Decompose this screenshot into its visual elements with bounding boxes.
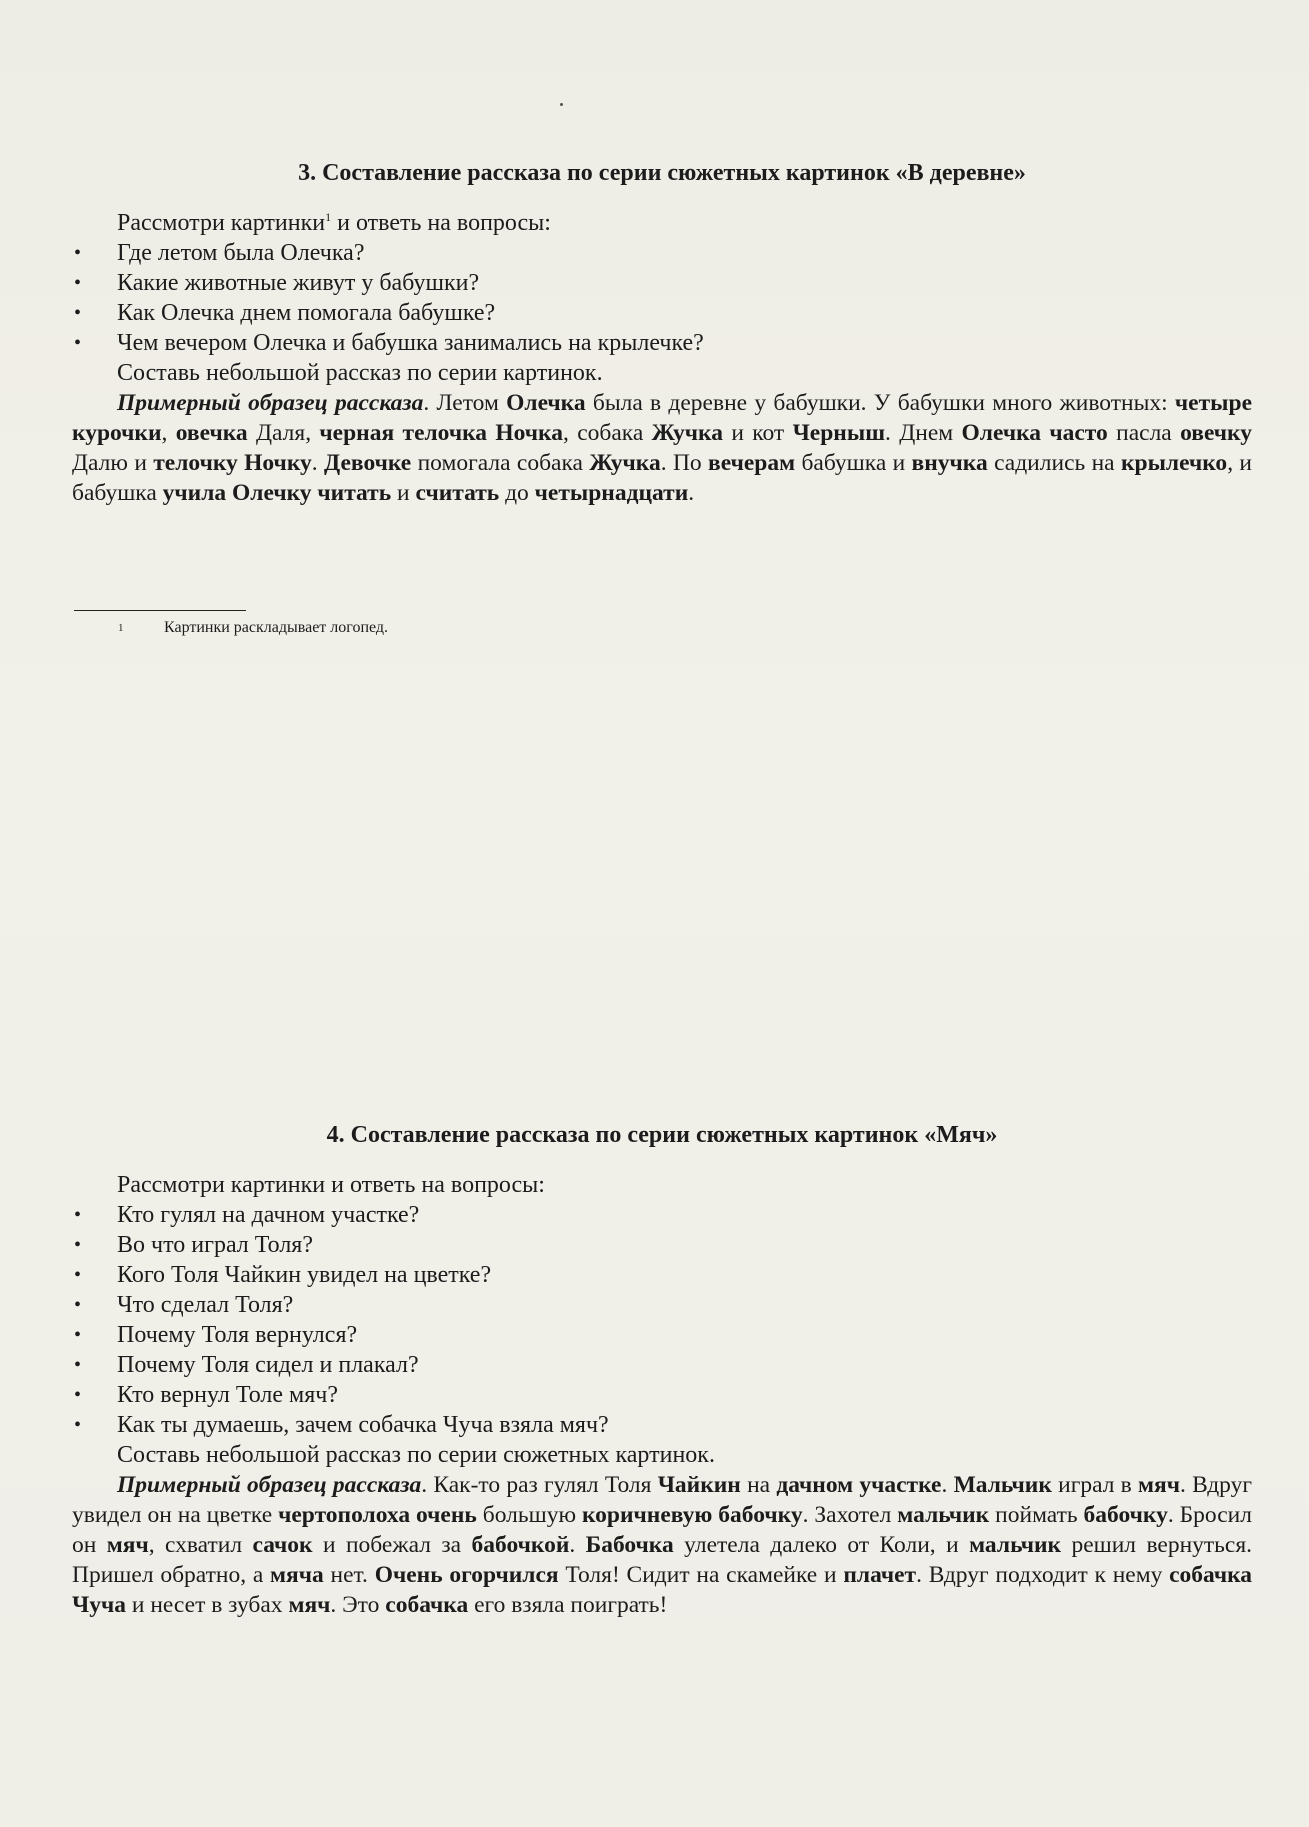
story-text: садились на [987,450,1121,476]
story-text: . Как-то раз гулял Толя [421,1472,658,1498]
story-text: большую [476,1502,582,1528]
bullet-icon: • [74,1414,82,1436]
story-text: Даля, [247,420,320,446]
story-text: . Вдруг подходит к нему [916,1562,1170,1588]
story-lead: Примерный образец рассказа [117,390,424,416]
section-3-story [72,388,1252,508]
question-text: Как ты думаешь, зачем собачка Чуча взяла мяч? [117,1412,609,1438]
story-text: . Это [330,1592,386,1618]
paper-speck [560,103,563,106]
story-bold-text: овечка [175,420,248,446]
list-item [72,268,1252,298]
bullet-icon: • [74,1324,82,1346]
story-text: . [688,480,695,506]
story-bold-text: внучка [911,450,988,476]
list-item [72,1350,1252,1380]
story-text: поймать [989,1502,1084,1528]
story-text: , схватил [148,1532,253,1558]
section-4-story [72,1470,1252,1620]
section-3-intro [72,208,1252,238]
question-text: Где летом была Олечка? [117,240,365,266]
story-bold-text: Бабочка [585,1532,674,1558]
list-item [72,1320,1252,1350]
story-text: . Захотел [802,1502,898,1528]
bullet-icon: • [74,1234,82,1256]
story-bold-text: Жучка [589,450,661,476]
story-bold-text: четырнадцати [534,480,689,506]
bullet-icon: • [74,242,82,264]
story-text: и [391,480,416,506]
section-3-intro-rest: и ответь на вопросы: [331,210,551,236]
story-text: решил вернуться. Пришел обратно, а [72,1532,1253,1588]
story-text: и побежал за [312,1532,472,1558]
question-text: Кого Толя Чайкин увидел на цветке? [117,1262,492,1288]
footnote-divider [74,610,246,611]
story-text: . Вдруг увидел он на цветке [72,1472,1252,1528]
section-3-title: 3. Составление рассказа по серии сюжетных картинок «В деревне» [298,160,1026,186]
bullet-icon: • [74,1294,82,1316]
section-4-task: Составь небольшой рассказ по серии сюжетных картинок. [117,1442,715,1468]
story-text: пасла [1107,420,1181,446]
story-bold-text: считать [415,480,500,506]
bullet-icon: • [74,302,82,324]
question-text: Кто гулял на дачном участке? [117,1202,420,1228]
story-text: на [740,1472,777,1498]
story-text: улетела далеко от Коли, и [673,1532,970,1558]
section-4-intro: Рассмотри картинки и ответь на вопросы: [117,1172,545,1198]
section-3-task: Составь небольшой рассказ по серии картинок. [117,360,603,386]
list-item [72,1410,1252,1440]
story-bold-text: овечку [1180,420,1253,446]
question-text: Во что играл Толя? [117,1232,313,1258]
story-bold-text: Мальчик [953,1472,1052,1498]
section-3 [72,158,1252,508]
section-4-title: 4. Составление рассказа по серии сюжетных картинок «Мяч» [326,1122,998,1148]
story-bold-text: мяч [288,1592,331,1618]
story-text: , собака [562,420,652,446]
story-bold-text: мальчик [969,1532,1062,1558]
question-text: Как Олечка днем помогала бабушке? [117,300,496,326]
story-bold-text: собачка Чуча [72,1562,1253,1618]
bullet-icon: • [74,1264,82,1286]
bullet-icon: • [74,332,82,354]
question-text: Почему Толя вернулся? [117,1322,358,1348]
question-text: Какие животные живут у бабушки? [117,270,480,296]
section-3-intro-text: Рассмотри картинки [117,210,326,236]
story-bold-text: вечерам [708,450,796,476]
list-item [72,298,1252,328]
story-bold-text: Олечка часто [961,420,1108,446]
story-text: . [941,1472,954,1498]
story-text: и кот [723,420,793,446]
question-text: Что сделал Толя? [117,1292,294,1318]
question-text: Кто вернул Толе мяч? [117,1382,338,1408]
story-text: . [569,1532,586,1558]
bullet-icon: • [74,1354,82,1376]
bullet-icon: • [74,272,82,294]
story-bold-text: Очень огорчился [374,1562,559,1588]
list-item [72,1380,1252,1410]
story-text: до [499,480,535,506]
story-bold-text: Девочке [324,450,412,476]
story-bold-text: крылечко [1120,450,1228,476]
section-4-questions [72,1200,1252,1440]
section-3-questions [72,238,1252,358]
story-bold-text: мяч [1138,1472,1180,1498]
list-item [72,1200,1252,1230]
question-text: Чем вечером Олечка и бабушка занимались на крылечке? [117,330,704,356]
story-text: , [161,420,176,446]
story-text: его взяла поиграть! [468,1592,668,1618]
story-bold-text: мяч [106,1532,149,1558]
list-item [72,1290,1252,1320]
story-bold-text: черная телочка Ночка [319,420,563,446]
story-bold-text: мальчик [897,1502,990,1528]
list-item [72,238,1252,268]
story-bold-text: бабочкой [471,1532,570,1558]
story-bold-text: Чайкин [657,1472,741,1498]
section-4 [72,1120,1252,1620]
footnote-text: Картинки раскладывает логопед. [164,619,389,636]
story-text: была в деревне у бабушки. У бабушки много животных: [585,390,1175,416]
story-bold-text: учила Олечку читать [162,480,392,506]
list-item [72,328,1252,358]
story-text: Далю и [72,450,154,476]
story-text: . Днем [885,420,962,446]
story-bold-text: четыре курочки [72,390,1252,446]
story-bold-text: сачок [252,1532,313,1558]
list-item [72,1230,1252,1260]
story-text: бабушка и [795,450,912,476]
story-bold-text: Жучка [651,420,723,446]
story-bold-text: плачет [843,1562,917,1588]
story-bold-text: собачка [385,1592,469,1618]
story-text: . [311,450,325,476]
story-bold-text: Черныш [792,420,886,446]
footnote [118,618,388,638]
story-text: . Летом [423,390,507,416]
story-lead: Примерный образец рассказа [117,1472,422,1498]
story-text: . По [660,450,709,476]
footnote-ref: 1 [325,210,332,224]
story-bold-text: телочку Ночку [153,450,312,476]
story-text: нет. [323,1562,375,1588]
bullet-icon: • [74,1384,82,1406]
story-text: Толя! Сидит на скамейке и [558,1562,844,1588]
question-text: Почему Толя сидел и плакал? [117,1352,419,1378]
story-bold-text: бабочку [1083,1502,1168,1528]
story-bold-text: коричневую бабочку [581,1502,803,1528]
story-text: играл в [1051,1472,1139,1498]
story-bold-text: Олечка [506,390,586,416]
list-item [72,1260,1252,1290]
footnote-number: 1 [118,622,124,634]
story-text: . Бросил он [72,1502,1252,1558]
bullet-icon: • [74,1204,82,1226]
story-bold-text: мяча [270,1562,324,1588]
story-text: помогала собака [411,450,590,476]
story-text: и несет в зубах [126,1592,289,1618]
story-text: , и бабушка [72,450,1253,506]
story-bold-text: чертополоха очень [278,1502,477,1528]
story-bold-text: дачном участке [776,1472,942,1498]
